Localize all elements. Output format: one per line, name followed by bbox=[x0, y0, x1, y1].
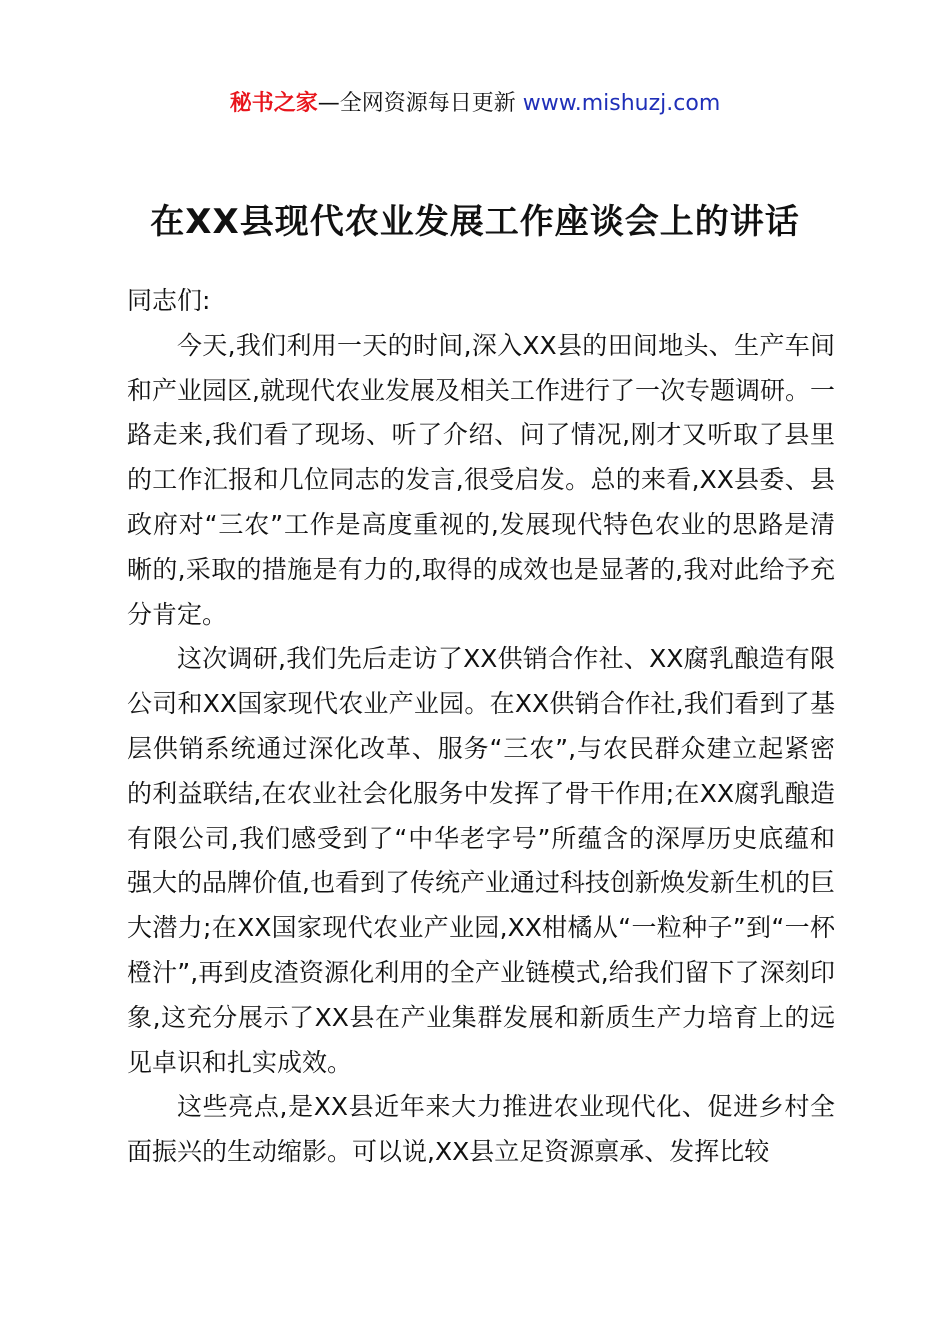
paragraph-3: 这些亮点,是XX县近年来大力推进农业现代化、促进乡村全面振兴的生动缩影。可以说,XX县立足资源禀承、发挥比较 bbox=[127, 1092, 835, 1167]
site-header bbox=[0, 88, 950, 120]
site-brand: 秘书之家 bbox=[229, 91, 318, 116]
site-tagline: —全网资源每日更新 bbox=[317, 91, 516, 116]
site-url-link[interactable]: www.mishuzj.com bbox=[522, 91, 721, 116]
document-title: 在XX县现代农业发展工作座谈会上的讲话 bbox=[150, 202, 800, 242]
salutation: 同志们: bbox=[127, 286, 211, 315]
document-body bbox=[127, 279, 835, 1175]
paragraph-2: 这次调研,我们先后走访了XX供销合作社、XX腐乳酿造有限公司和XX国家现代农业产业园。在XX供销合作社,我们看到了基层供销系统通过深化改革、服务“三农”,与农民群众建立起紧密的利益联结,在农业社会化服务中发挥了骨干作用;在XX腐乳酿造有限公司,我们感受到了“中华老字号”所蕴含的深厚历史底蕴和强大的品牌价值,也看到了传统产业通过科技创新焕发新生机的巨大潜力;在XX国家现代农业产业园,XX柑橘从“一粒种子”到“一杯橙汁”,再到皮渣资源化利用的全产业链模式,给我们留下了深刻印象,这充分展示了XX县在产业集群发展和新质生产力培育上的远见卓识和扎实成效。 bbox=[127, 644, 835, 1077]
paragraph-1: 今天,我们利用一天的时间,深入XX县的田间地头、生产车间和产业园区,就现代农业发展及相关工作进行了一次专题调研。一路走来,我们看了现场、听了介绍、问了情况,刚才又听取了县里的工作汇报和几位同志的发言,很受启发。总的来看,XX县委、县政府对“三农”工作是高度重视的,发展现代特色农业的思路是清晰的,采取的措施是有力的,取得的成效也是显著的,我对此给予充分肯定。 bbox=[127, 330, 835, 629]
